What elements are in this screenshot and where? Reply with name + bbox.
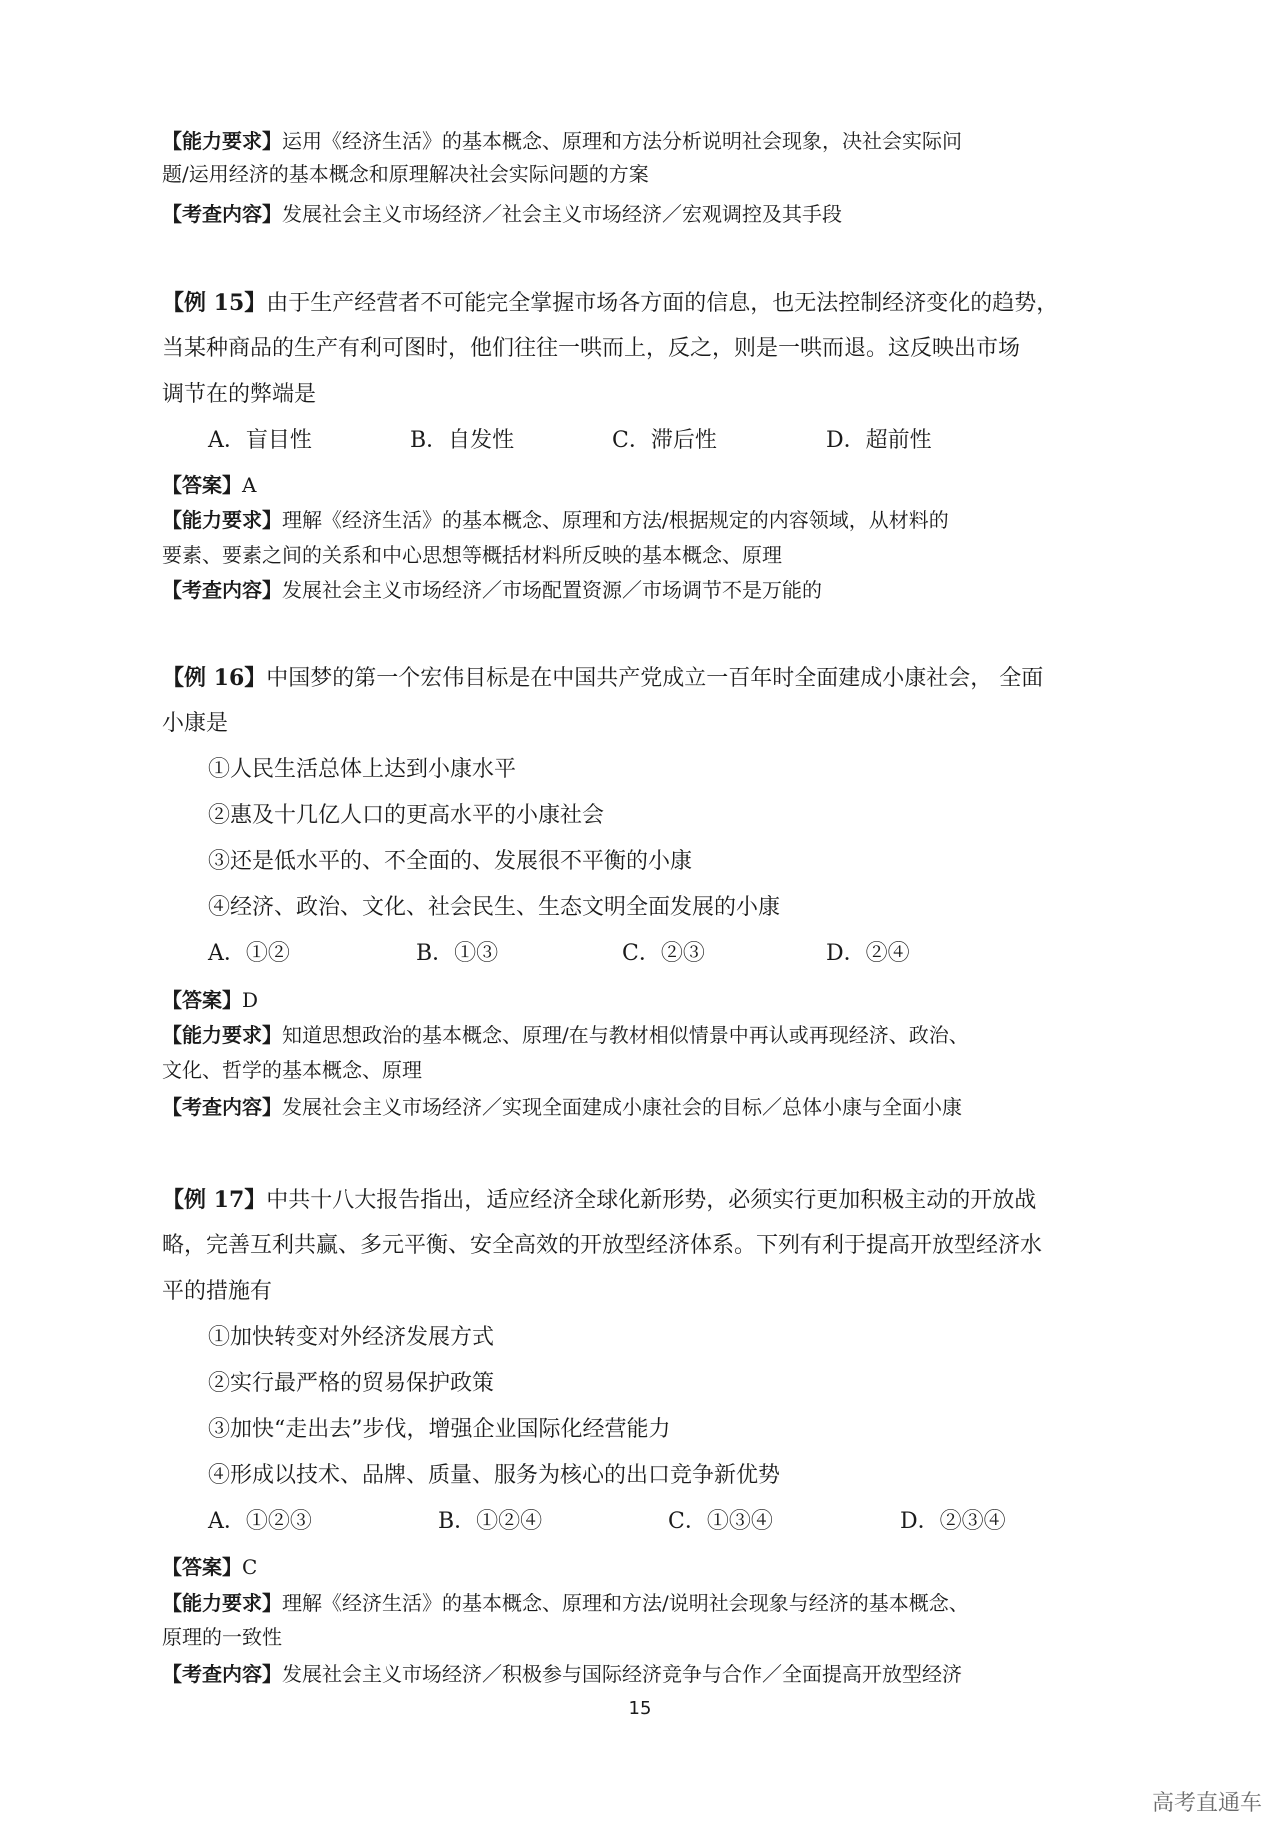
option-c: C．滞后性 — [612, 428, 717, 453]
answer-value: C — [242, 1555, 258, 1579]
statement-item: ①人民生活总体上达到小康水平 — [208, 757, 517, 782]
statement-item: ③加快“走出去”步伐，增强企业国际化经营能力 — [208, 1417, 671, 1442]
ability-text-continued: 文化、哲学的基本概念、原理 — [162, 1058, 422, 1082]
ability-requirement-line: 【能力要求】知道思想政治的基本概念、原理/在与教材相似情景中再认或再现经济、政治、 — [162, 1023, 969, 1047]
content-line: 【考查内容】发展社会主义市场经济／市场配置资源／市场调节不是万能的 — [162, 578, 822, 602]
option-c: C．②③ — [622, 941, 705, 966]
example-15-question-line2: 当某种商品的生产有利可图时，他们往往一哄而上，反之，则是一哄而退。这反映出市场 — [162, 336, 1021, 361]
ability-tag: 【能力要求】 — [162, 129, 282, 153]
ability-requirement-line: 【能力要求】理解《经济生活》的基本概念、原理和方法/根据规定的内容领域，从材料的 — [162, 508, 949, 532]
example-label: 【例 15】 — [162, 290, 267, 316]
option-a: A．盲目性 — [208, 428, 312, 453]
answer-line — [162, 468, 256, 503]
option-a: A．①② — [208, 941, 290, 966]
content-line — [162, 197, 842, 232]
example-15-question-line3: 调节在的弊端是 — [162, 382, 317, 407]
option-d: D．②④ — [826, 941, 910, 966]
statement-item: ②实行最严格的贸易保护政策 — [208, 1371, 495, 1396]
answer-value: A — [242, 473, 257, 497]
option-d: D．超前性 — [826, 428, 932, 453]
answer-line — [162, 1550, 257, 1585]
ability-requirement-line — [162, 124, 962, 159]
ability-requirement-line: 【能力要求】理解《经济生活》的基本概念、原理和方法/说明社会现象与经济的基本概念、 — [162, 1591, 969, 1615]
answer-value: D — [242, 988, 259, 1012]
answer-tag: 【答案】 — [162, 1555, 242, 1579]
answer-tag: 【答案】 — [162, 473, 242, 497]
content-tag: 【考查内容】 — [162, 202, 282, 226]
page-number: 15 — [628, 1698, 652, 1719]
ability-text: 运用《经济生活》的基本概念、原理和方法分析说明社会现象，决社会实际问 — [282, 129, 962, 153]
option-b: B．自发性 — [410, 428, 515, 453]
ability-text-continued: 原理的一致性 — [162, 1625, 282, 1649]
statement-item: ③还是低水平的、不全面的、发展很不平衡的小康 — [208, 849, 693, 874]
content-text: 发展社会主义市场经济／社会主义市场经济／宏观调控及其手段 — [282, 202, 842, 226]
ability-text-continued: 题/运用经济的基本概念和原理解决社会实际问题的方案 — [162, 162, 649, 186]
content-line: 【考查内容】发展社会主义市场经济／实现全面建成小康社会的目标／总体小康与全面小康 — [162, 1095, 962, 1119]
example-16-question: 【例 16】中国梦的第一个宏伟目标是在中国共产党成立一百年时全面建成小康社会， 全面 — [162, 665, 1044, 691]
answer-tag: 【答案】 — [162, 988, 242, 1012]
example-15-question: 【例 15】由于生产经营者不可能完全掌握市场各方面的信息，也无法控制经济变化的趋势， — [162, 290, 1059, 316]
example-17-question-line2: 略，完善互利共赢、多元平衡、安全高效的开放型经济体系。下列有利于提高开放型经济水 — [162, 1233, 1043, 1258]
example-16-question-line2: 小康是 — [162, 711, 229, 736]
statement-item: ④形成以技术、品牌、质量、服务为核心的出口竞争新优势 — [208, 1463, 781, 1488]
example-17-question-line3: 平的措施有 — [162, 1279, 273, 1304]
statement-item: ②惠及十几亿人口的更高水平的小康社会 — [208, 803, 605, 828]
statement-item: ④经济、政治、文化、社会民生、生态文明全面发展的小康 — [208, 895, 781, 920]
option-c: C．①③④ — [668, 1509, 773, 1534]
content-line: 【考查内容】发展社会主义市场经济／积极参与国际经济竞争与合作／全面提高开放型经济 — [162, 1662, 962, 1686]
statement-item: ①加快转变对外经济发展方式 — [208, 1325, 495, 1350]
example-label: 【例 17】 — [162, 1187, 267, 1213]
option-b: B．①②④ — [438, 1509, 543, 1534]
ability-text-continued: 要素、要素之间的关系和中心思想等概括材料所反映的基本概念、原理 — [162, 543, 782, 567]
option-a: A．①②③ — [208, 1509, 312, 1534]
option-d: D．②③④ — [900, 1509, 1006, 1534]
watermark-text: 高考直通车 — [1151, 1791, 1262, 1816]
answer-line — [162, 983, 258, 1018]
example-label: 【例 16】 — [162, 665, 267, 691]
example-17-question: 【例 17】中共十八大报告指出，适应经济全球化新形势，必须实行更加积极主动的开放战 — [162, 1187, 1037, 1213]
option-b: B．①③ — [416, 941, 499, 966]
